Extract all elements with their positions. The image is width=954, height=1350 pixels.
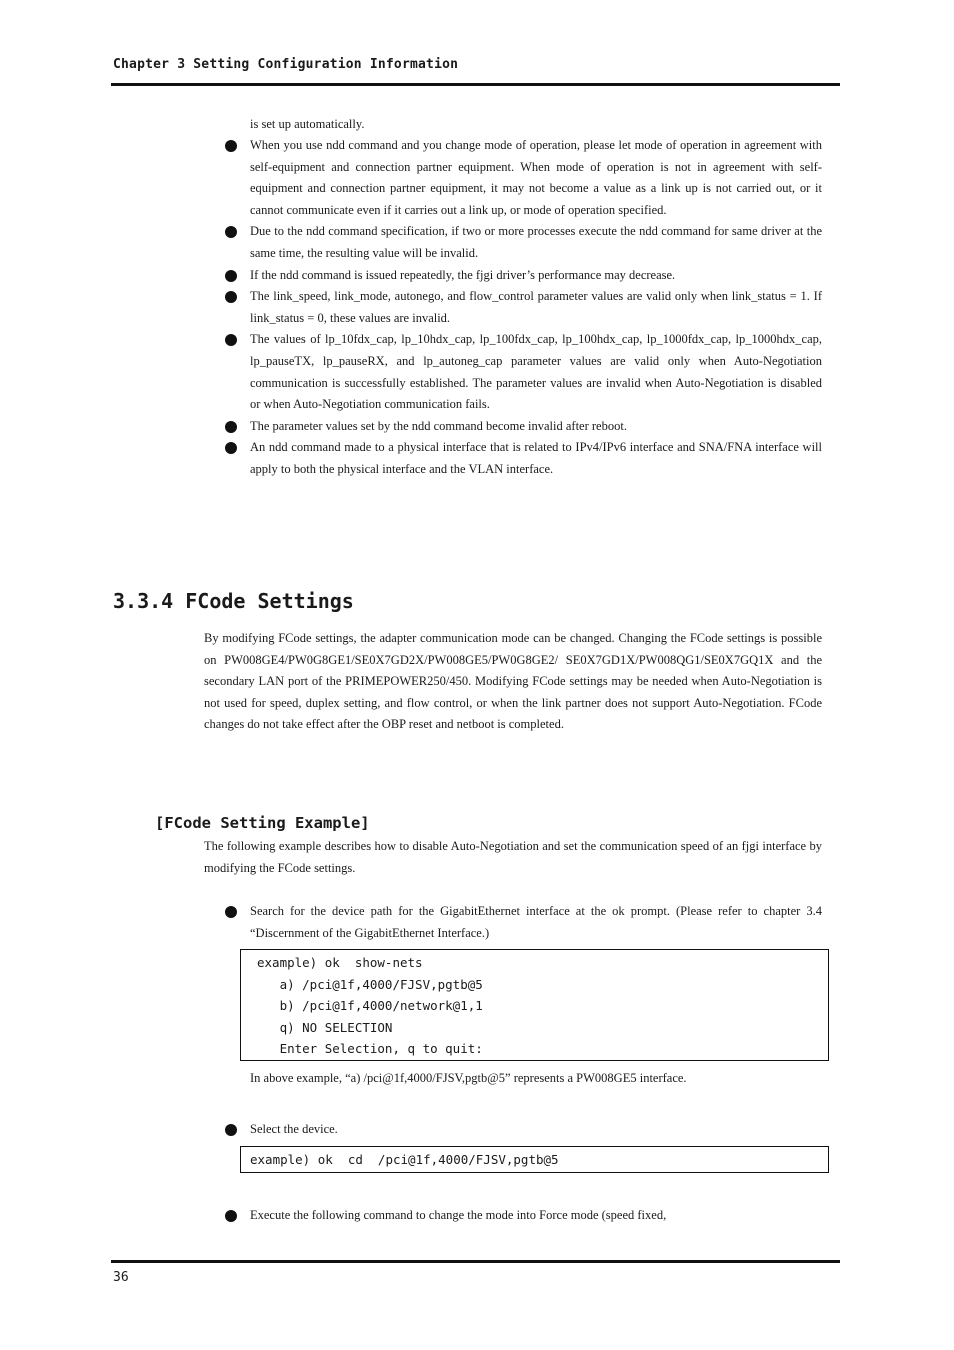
footer-rule (111, 1260, 840, 1263)
header-rule (111, 83, 840, 86)
list-item: An ndd command made to a physical interface that is related to IPv4/IPv6 interface and SNA/FNA interface will apply to both the physical interface and the VLAN interface. (222, 437, 822, 480)
list-item: Due to the ndd command specification, if two or more processes execute the ndd command for same driver at the same time, the resulting value will be invalid. (222, 221, 822, 264)
code-line: b) /pci@1f,4000/network@1,1 (257, 998, 483, 1014)
continuation-text: is set up automatically. (250, 117, 365, 131)
list-item: The values of lp_10fdx_cap, lp_10hdx_cap, lp_100fdx_cap, lp_100hdx_cap, lp_1000fdx_cap, lp_1000hdx_cap, lp_pauseTX, lp_pauseRX, and lp_autoneg_cap parameter values are valid only when Auto-Negotiation communication is successfully established. The parameter values are invalid when Auto-Negotiation is disabled or when Auto-Negotiation communication fails. (222, 329, 822, 415)
code-line: q) NO SELECTION (257, 1019, 393, 1035)
code-line: example) ok show-nets (257, 955, 423, 970)
example-heading: [FCode Setting Example] (155, 814, 370, 832)
section-heading: 3.3.4 FCode Settings (113, 589, 354, 613)
step-item: Execute the following command to change the mode into Force mode (speed fixed, (222, 1205, 822, 1227)
running-header: Chapter 3 Setting Configuration Information (113, 57, 459, 72)
example-note: In above example, “a) /pci@1f,4000/FJSV,pgtb@5” represents a PW008GE5 interface. (250, 1071, 687, 1085)
list-item: When you use ndd command and you change mode of operation, please let mode of operation in agreement with self-equipment and connection partner equipment. When mode of operation is not in agreement with self-equipment and connection partner equipment, it may not become a value as a link up is not carried out, or it cannot communicate even if it carries out a link up, or mode of operation specified. (222, 135, 822, 221)
notes-list (222, 135, 822, 481)
section-body: By modifying FCode settings, the adapter communication mode can be changed. Changing the FCode settings is possible on PW008GE4/PW0G8GE1/SE0X7GD2X/PW008GE5/PW0G8GE2/ SE0X7GD1X/PW008QG1/SE0X7GQ1X and the secondary LAN port of the PRIMEPOWER250/450. Modifying FCode settings may be needed when Auto-Negotiation is not used for speed, duplex setting, and flow control, or when the link partner does not support Auto-Negotiation. FCode changes do not take effect after the OBP reset and netboot is completed. (204, 631, 822, 732)
step-list-1 (222, 901, 822, 944)
code-line: a) /pci@1f,4000/FJSV,pgtb@5 (257, 976, 483, 992)
step-list-2 (222, 1119, 822, 1141)
list-item: If the ndd command is issued repeatedly, the fjgi driver’s performance may decrease. (222, 265, 822, 287)
code-line: example) ok cd /pci@1f,4000/FJSV,pgtb@5 (250, 1152, 559, 1167)
code-block-cd (240, 1146, 829, 1173)
example-intro: The following example describes how to disable Auto-Negotiation and set the communication speed of an fjgi interface by modifying the FCode settings. (204, 839, 822, 875)
step-item: Search for the device path for the GigabitEthernet interface at the ok prompt. (Please refer to chapter 3.4 “Discernment of the GigabitEthernet Interface.) (222, 901, 822, 944)
list-item: The parameter values set by the ndd command become invalid after reboot. (222, 416, 822, 438)
step-list-3 (222, 1205, 822, 1227)
list-item: The link_speed, link_mode, autonego, and flow_control parameter values are valid only when link_status = 1. If link_status = 0, these values are invalid. (222, 286, 822, 329)
step-item: Select the device. (222, 1119, 822, 1141)
page-number: 36 (113, 1270, 129, 1285)
code-line: Enter Selection, q to quit: (257, 1041, 483, 1057)
code-block-show-nets (240, 949, 829, 1061)
